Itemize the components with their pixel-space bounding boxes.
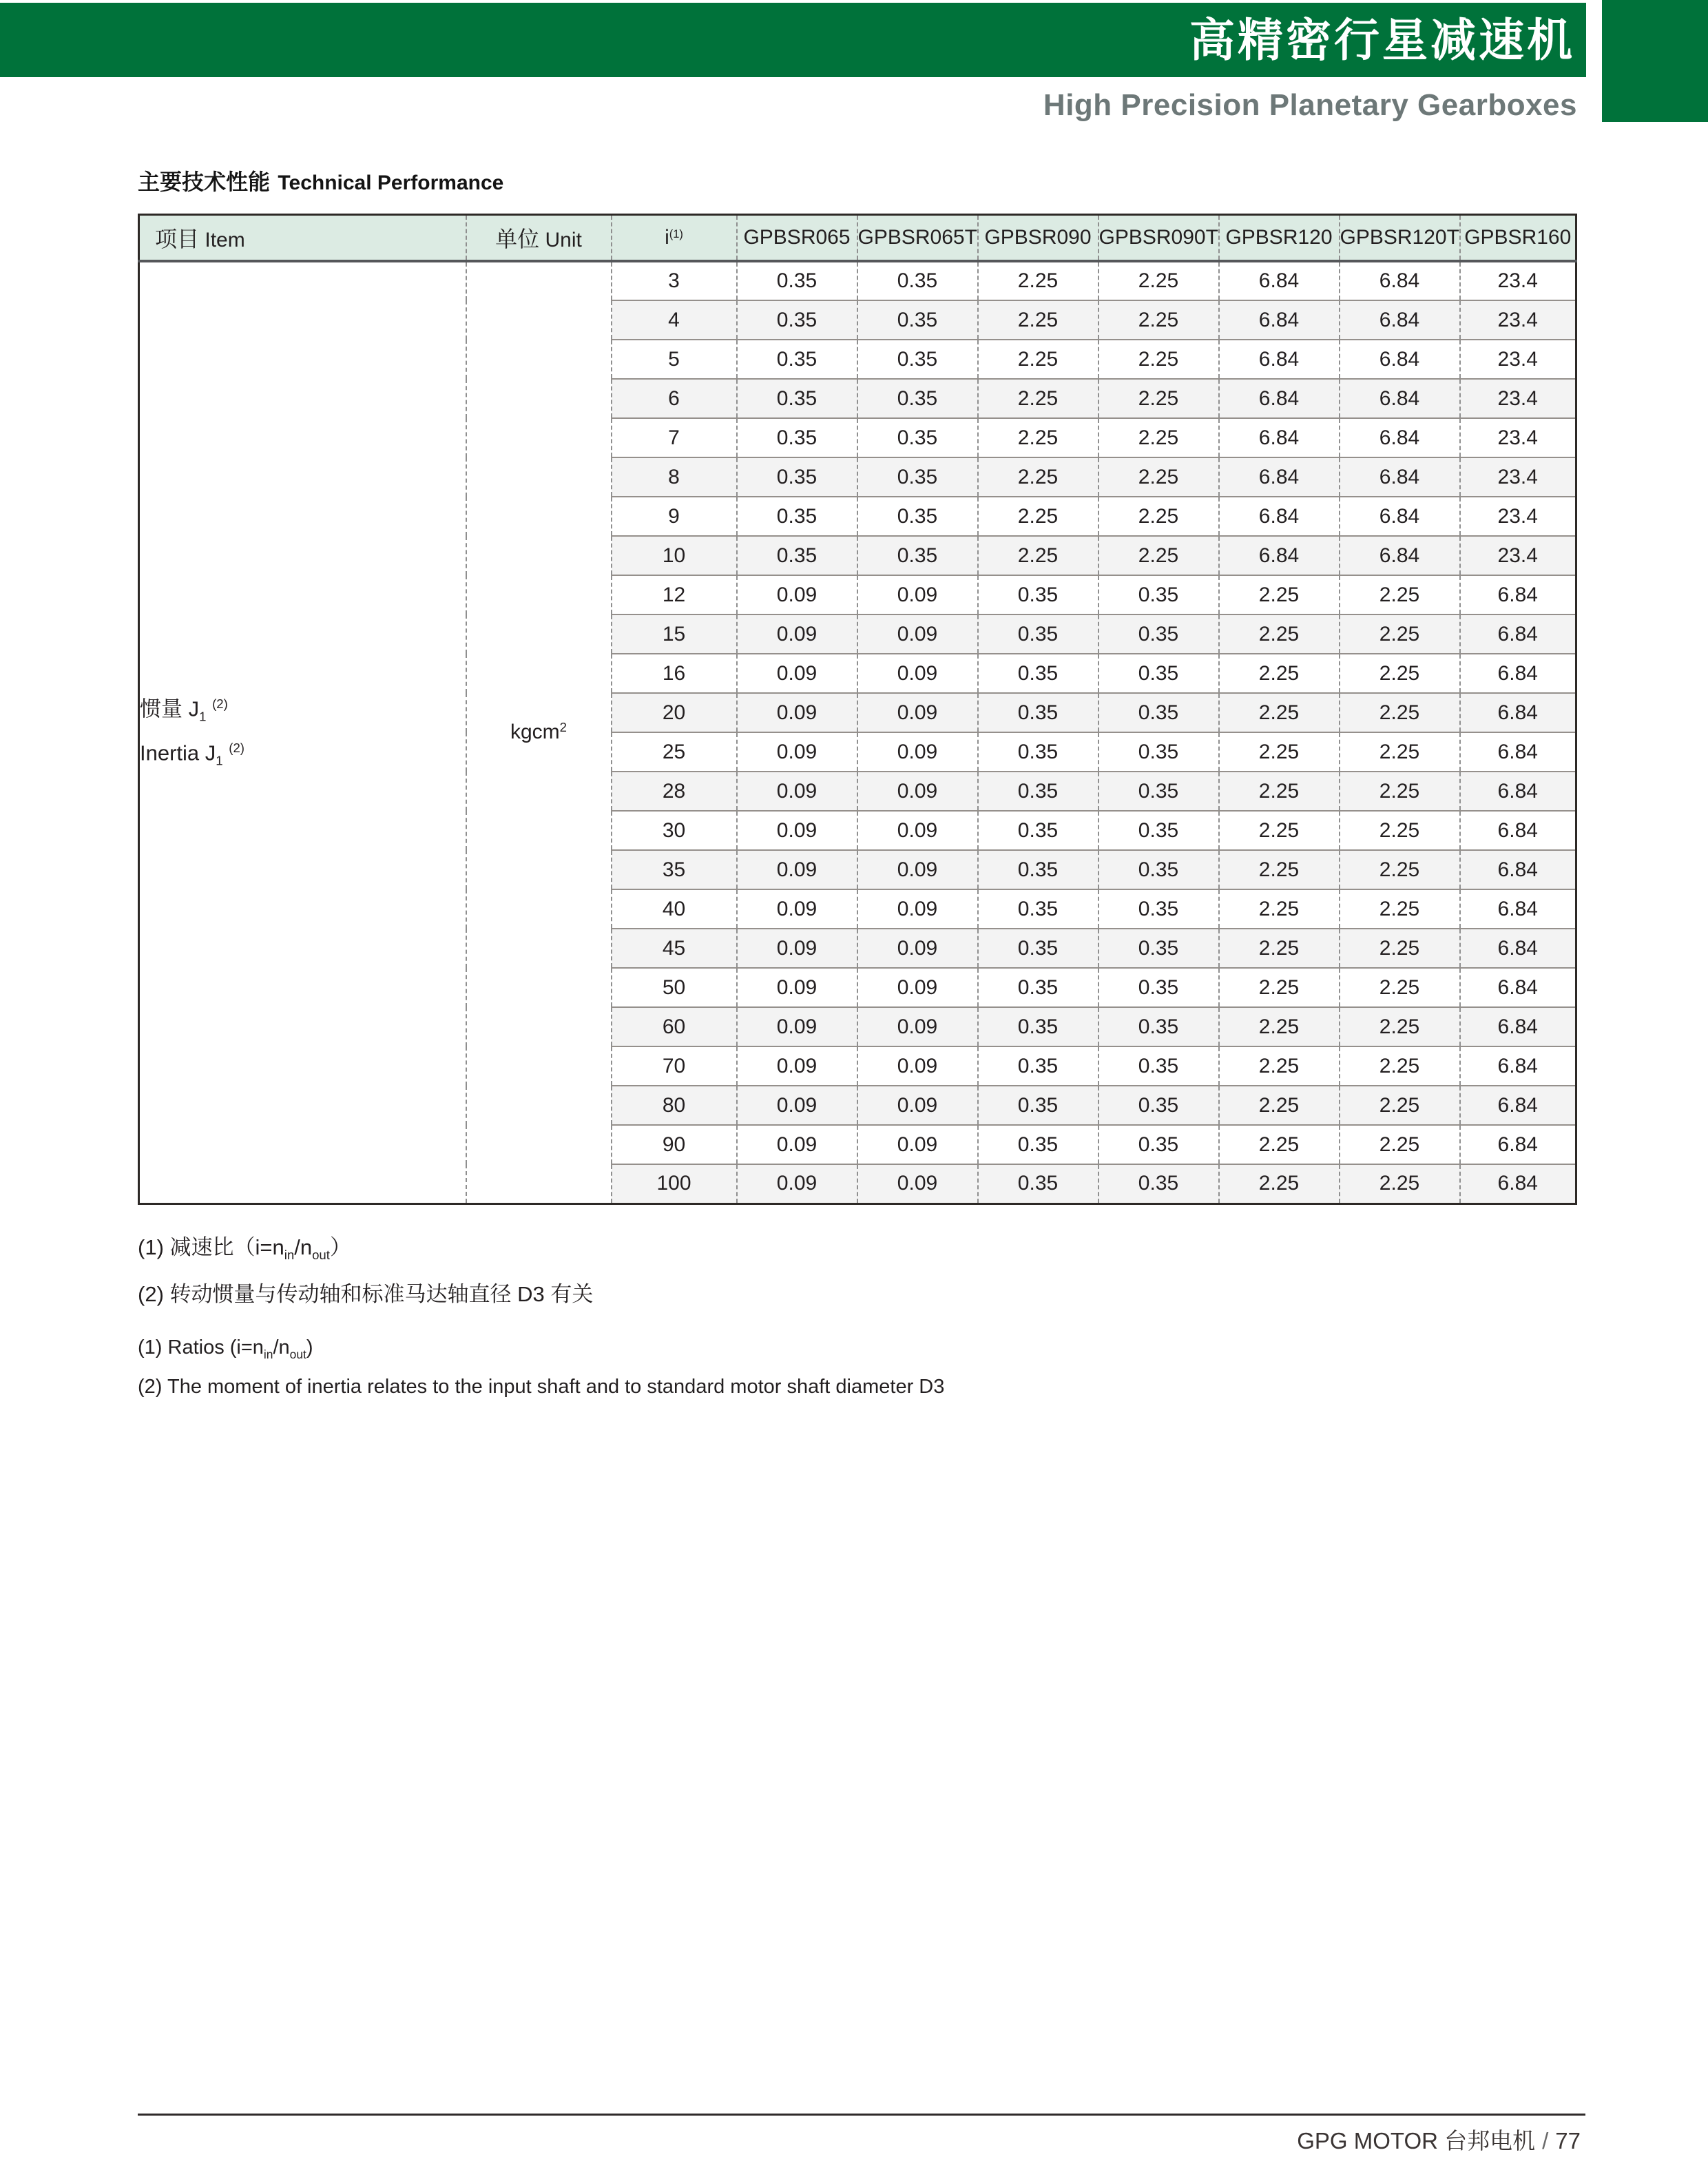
value-cell: 0.09 [857, 1164, 978, 1204]
value-cell: 0.35 [1098, 968, 1219, 1007]
value-cell: 0.35 [1098, 929, 1219, 968]
value-cell: 0.35 [978, 575, 1098, 614]
value-cell: 0.35 [978, 1125, 1098, 1164]
value-cell: 0.09 [857, 811, 978, 850]
value-cell: 6.84 [1460, 614, 1576, 654]
value-cell: 23.4 [1460, 300, 1576, 340]
footnotes [138, 1228, 944, 1403]
value-cell: 2.25 [1098, 418, 1219, 457]
footer-separator: / [1542, 2128, 1549, 2153]
value-cell: 2.25 [1340, 693, 1460, 732]
ratio-cell: 16 [612, 654, 737, 693]
unit-value-cell: kgcm$^2$ [466, 261, 612, 1204]
ratio-cell: 3 [612, 261, 737, 300]
value-cell: 0.09 [857, 614, 978, 654]
value-cell: 0.35 [737, 457, 857, 497]
ratio-cell: 30 [612, 811, 737, 850]
value-cell: 0.09 [857, 968, 978, 1007]
col-header-unit: 单位 Unit [466, 215, 612, 262]
value-cell: 2.25 [978, 497, 1098, 536]
value-cell: 0.35 [978, 850, 1098, 889]
value-cell: 23.4 [1460, 261, 1576, 300]
value-cell: 0.09 [737, 1164, 857, 1204]
value-cell: 0.35 [1098, 772, 1219, 811]
ratio-cell: 100 [612, 1164, 737, 1204]
value-cell: 0.09 [737, 850, 857, 889]
value-cell: 0.09 [737, 654, 857, 693]
item-label-cn: 惯量 $J_1$ $^{(2)}$ [140, 696, 228, 724]
value-cell: 6.84 [1460, 811, 1576, 850]
value-cell: 0.35 [737, 418, 857, 457]
value-cell: 0.35 [857, 340, 978, 379]
value-cell: 0.09 [857, 654, 978, 693]
value-cell: 6.84 [1460, 929, 1576, 968]
value-cell: 0.35 [1098, 889, 1219, 929]
value-cell: 0.09 [737, 1125, 857, 1164]
value-cell: 2.25 [1219, 693, 1340, 732]
table-header-row [139, 215, 1576, 262]
value-cell: 2.25 [978, 261, 1098, 300]
value-cell: 0.09 [857, 575, 978, 614]
value-cell: 2.25 [978, 340, 1098, 379]
value-cell: 2.25 [1219, 1046, 1340, 1086]
value-cell: 2.25 [1340, 1046, 1460, 1086]
ratio-cell: 8 [612, 457, 737, 497]
value-cell: 0.35 [857, 261, 978, 300]
value-cell: 0.09 [737, 732, 857, 772]
col-header-model: GPBSR120T [1340, 215, 1460, 262]
value-cell: 2.25 [1098, 536, 1219, 575]
value-cell: 0.35 [1098, 732, 1219, 772]
value-cell: 6.84 [1340, 340, 1460, 379]
value-cell: 0.35 [978, 968, 1098, 1007]
value-cell: 2.25 [1219, 772, 1340, 811]
value-cell: 0.09 [737, 575, 857, 614]
value-cell: 2.25 [1340, 1086, 1460, 1125]
value-cell: 0.35 [978, 693, 1098, 732]
ratio-cell: 7 [612, 418, 737, 457]
value-cell: 0.09 [737, 693, 857, 732]
footnote-cn-2: (2) 转动惯量与传动轴和标准马达轴直径 D3 有关 [138, 1282, 594, 1307]
col-header-ratio: $i^{(1)}$ [612, 215, 737, 262]
value-cell: 6.84 [1460, 1007, 1576, 1046]
ratio-cell: 80 [612, 1086, 737, 1125]
ratio-cell: 28 [612, 772, 737, 811]
value-cell: 23.4 [1460, 340, 1576, 379]
value-cell: 0.35 [1098, 614, 1219, 654]
value-cell: 0.35 [857, 457, 978, 497]
ratio-cell: 4 [612, 300, 737, 340]
value-cell: 0.35 [1098, 1086, 1219, 1125]
value-cell: 2.25 [1340, 1125, 1460, 1164]
value-cell: 6.84 [1340, 497, 1460, 536]
value-cell: 0.35 [737, 497, 857, 536]
value-cell: 0.09 [857, 1125, 978, 1164]
value-cell: 2.25 [1098, 379, 1219, 418]
value-cell: 0.09 [737, 772, 857, 811]
value-cell: 6.84 [1219, 261, 1340, 300]
value-cell: 0.35 [737, 536, 857, 575]
value-cell: 0.35 [1098, 654, 1219, 693]
value-cell: 0.35 [978, 811, 1098, 850]
value-cell: 2.25 [1219, 732, 1340, 772]
table-body [139, 261, 1576, 1204]
col-header-item: 项目 Item [139, 215, 466, 262]
value-cell: 6.84 [1219, 340, 1340, 379]
footnote-en-2: (2) The moment of inertia relates to the input shaft and to standard motor shaft diameter D3 [138, 1375, 945, 1398]
value-cell: 0.09 [857, 889, 978, 929]
ratio-cell: 35 [612, 850, 737, 889]
ratio-cell: 20 [612, 693, 737, 732]
value-cell: 0.35 [978, 772, 1098, 811]
footer-text [1297, 2123, 1581, 2156]
header-banner [0, 3, 1586, 77]
value-cell: 0.09 [737, 1007, 857, 1046]
col-header-model: GPBSR090 [978, 215, 1098, 262]
value-cell: 0.09 [737, 1086, 857, 1125]
value-cell: 6.84 [1460, 1046, 1576, 1086]
table-row [139, 261, 1576, 300]
ratio-cell: 45 [612, 929, 737, 968]
ratio-cell: 9 [612, 497, 737, 536]
value-cell: 0.35 [978, 614, 1098, 654]
value-cell: 6.84 [1219, 379, 1340, 418]
value-cell: 0.09 [857, 693, 978, 732]
value-cell: 6.84 [1340, 261, 1460, 300]
value-cell: 6.84 [1460, 968, 1576, 1007]
ratio-cell: 40 [612, 889, 737, 929]
value-cell: 0.35 [857, 418, 978, 457]
value-cell: 2.25 [1340, 614, 1460, 654]
ratio-cell: 15 [612, 614, 737, 654]
section-title-en: Technical Performance [278, 172, 504, 194]
value-cell: 2.25 [1219, 1125, 1340, 1164]
value-cell: 2.25 [1219, 575, 1340, 614]
value-cell: 2.25 [1340, 889, 1460, 929]
value-cell: 0.35 [737, 300, 857, 340]
value-cell: 0.35 [737, 261, 857, 300]
footer-page-number: 77 [1555, 2128, 1581, 2153]
value-cell: 2.25 [1098, 497, 1219, 536]
value-cell: 0.35 [1098, 575, 1219, 614]
value-cell: 0.35 [1098, 1164, 1219, 1204]
value-cell: 6.84 [1219, 457, 1340, 497]
value-cell: 6.84 [1340, 418, 1460, 457]
value-cell: 2.25 [1098, 261, 1219, 300]
value-cell: 2.25 [1098, 457, 1219, 497]
value-cell: 2.25 [1219, 654, 1340, 693]
value-cell: 2.25 [978, 379, 1098, 418]
value-cell: 0.35 [857, 300, 978, 340]
value-cell: 6.84 [1460, 654, 1576, 693]
col-header-model: GPBSR065T [857, 215, 978, 262]
value-cell: 2.25 [1340, 575, 1460, 614]
value-cell: 0.35 [1098, 1046, 1219, 1086]
value-cell: 0.35 [978, 929, 1098, 968]
value-cell: 0.09 [737, 889, 857, 929]
value-cell: 2.25 [1340, 1164, 1460, 1204]
value-cell: 0.35 [978, 1164, 1098, 1204]
value-cell: 6.84 [1460, 693, 1576, 732]
value-cell: 2.25 [1219, 1007, 1340, 1046]
ratio-cell: 50 [612, 968, 737, 1007]
value-cell: 0.09 [857, 1046, 978, 1086]
value-cell: 0.35 [978, 1046, 1098, 1086]
value-cell: 6.84 [1219, 536, 1340, 575]
value-cell: 2.25 [1340, 772, 1460, 811]
value-cell: 2.25 [1340, 929, 1460, 968]
value-cell: 2.25 [1098, 300, 1219, 340]
value-cell: 6.84 [1460, 772, 1576, 811]
value-cell: 0.35 [1098, 811, 1219, 850]
value-cell: 2.25 [1219, 811, 1340, 850]
footer-divider [138, 2114, 1585, 2116]
value-cell: 0.09 [737, 1046, 857, 1086]
value-cell: 6.84 [1460, 575, 1576, 614]
value-cell: 2.25 [978, 300, 1098, 340]
value-cell: 2.25 [1219, 929, 1340, 968]
value-cell: 0.09 [857, 1007, 978, 1046]
value-cell: 23.4 [1460, 536, 1576, 575]
value-cell: 6.84 [1219, 497, 1340, 536]
section-title [138, 164, 503, 196]
value-cell: 0.35 [978, 889, 1098, 929]
corner-green-block [1602, 0, 1708, 122]
technical-performance-table [138, 214, 1577, 1205]
value-cell: 0.35 [857, 379, 978, 418]
value-cell: 2.25 [1098, 340, 1219, 379]
value-cell: 2.25 [1340, 1007, 1460, 1046]
value-cell: 6.84 [1340, 536, 1460, 575]
page-subtitle-en: High Precision Planetary Gearboxes [1043, 88, 1577, 122]
section-title-cn: 主要技术性能 [138, 169, 271, 194]
col-header-model: GPBSR090T [1098, 215, 1219, 262]
value-cell: 0.09 [737, 614, 857, 654]
value-cell: 0.35 [978, 654, 1098, 693]
ratio-cell: 60 [612, 1007, 737, 1046]
value-cell: 0.09 [857, 732, 978, 772]
value-cell: 6.84 [1460, 732, 1576, 772]
value-cell: 0.35 [1098, 1007, 1219, 1046]
value-cell: 0.35 [978, 1086, 1098, 1125]
value-cell: 6.84 [1460, 850, 1576, 889]
ratio-cell: 90 [612, 1125, 737, 1164]
value-cell: 0.09 [857, 772, 978, 811]
value-cell: 23.4 [1460, 379, 1576, 418]
value-cell: 2.25 [1219, 968, 1340, 1007]
page-title-cn: 高精密行星减速机 [1189, 14, 1575, 65]
value-cell: 6.84 [1460, 1086, 1576, 1125]
item-label-en: Inertia $J_1$ $^{(2)}$ [140, 741, 244, 768]
value-cell: 2.25 [978, 536, 1098, 575]
value-cell: 6.84 [1340, 300, 1460, 340]
ratio-cell: 25 [612, 732, 737, 772]
value-cell: 0.35 [1098, 1125, 1219, 1164]
value-cell: 2.25 [978, 418, 1098, 457]
footnote-en-1: (1) Ratios $(i=n_{in}/n_{out})$ [138, 1336, 313, 1361]
value-cell: 0.09 [857, 929, 978, 968]
value-cell: 2.25 [1219, 614, 1340, 654]
ratio-cell: 70 [612, 1046, 737, 1086]
value-cell: 2.25 [1219, 850, 1340, 889]
value-cell: 0.35 [978, 732, 1098, 772]
value-cell: 6.84 [1219, 418, 1340, 457]
value-cell: 0.35 [1098, 693, 1219, 732]
footnote-cn-1: (1) 减速比$(i=n_{in}/n_{out})$ [138, 1235, 351, 1263]
value-cell: 2.25 [1219, 1086, 1340, 1125]
value-cell: 6.84 [1219, 300, 1340, 340]
value-cell: 6.84 [1460, 889, 1576, 929]
value-cell: 2.25 [1219, 889, 1340, 929]
col-header-model: GPBSR160 [1460, 215, 1576, 262]
value-cell: 2.25 [1340, 850, 1460, 889]
value-cell: 6.84 [1340, 457, 1460, 497]
value-cell: 2.25 [1340, 811, 1460, 850]
value-cell: 0.09 [857, 850, 978, 889]
ratio-cell: 6 [612, 379, 737, 418]
ratio-cell: 5 [612, 340, 737, 379]
ratio-cell: 12 [612, 575, 737, 614]
value-cell: 0.35 [737, 379, 857, 418]
value-cell: 0.35 [978, 1007, 1098, 1046]
value-cell: 2.25 [1219, 1164, 1340, 1204]
value-cell: 2.25 [978, 457, 1098, 497]
value-cell: 6.84 [1460, 1164, 1576, 1204]
col-header-model: GPBSR065 [737, 215, 857, 262]
value-cell: 0.09 [857, 1086, 978, 1125]
value-cell: 0.35 [1098, 850, 1219, 889]
value-cell: 23.4 [1460, 497, 1576, 536]
value-cell: 2.25 [1340, 968, 1460, 1007]
value-cell: 0.09 [737, 811, 857, 850]
value-cell: 23.4 [1460, 418, 1576, 457]
value-cell: 2.25 [1340, 732, 1460, 772]
value-cell: 0.35 [857, 536, 978, 575]
ratio-cell: 10 [612, 536, 737, 575]
value-cell: 0.35 [857, 497, 978, 536]
value-cell: 0.35 [737, 340, 857, 379]
value-cell: 6.84 [1460, 1125, 1576, 1164]
value-cell: 23.4 [1460, 457, 1576, 497]
value-cell: 0.09 [737, 929, 857, 968]
value-cell: 2.25 [1340, 654, 1460, 693]
value-cell: 6.84 [1340, 379, 1460, 418]
inertia-item-cell [139, 261, 466, 1204]
col-header-model: GPBSR120 [1219, 215, 1340, 262]
value-cell: 0.09 [737, 968, 857, 1007]
footer-brand: GPG MOTOR 台邦电机 [1297, 2128, 1536, 2153]
